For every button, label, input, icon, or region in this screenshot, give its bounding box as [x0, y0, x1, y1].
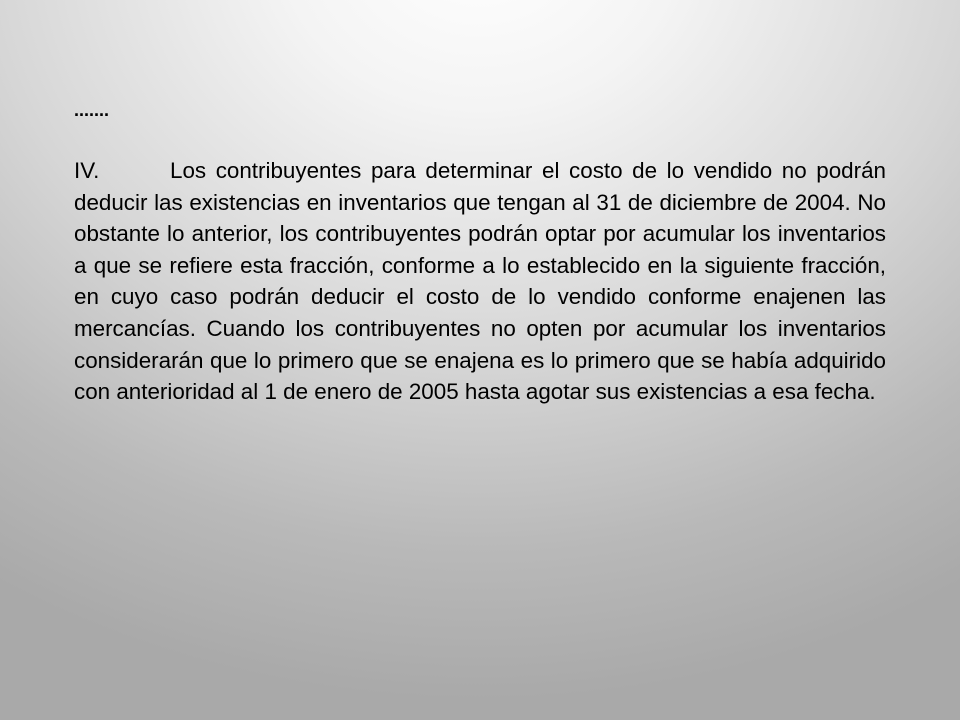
fraction-text: Los contribuyentes para determinar el costo de lo vendido no podrán deducir las existencias en inventarios que tengan al 31 de diciembre de 2004. No obstante lo anterior, los contribuyentes podrán optar por acumular los inventarios a que se refiere esta fracción, conforme a lo establecido en la siguiente fracción, en cuyo caso podrán deducir el costo de lo vendido conforme enajenen las mercancías. Cuando los contribuyentes no opten por acumular los inventarios considerarán que lo primero que se enajena es lo primero que se había adquirido con anterioridad al 1 de enero de 2005 hasta agotar sus existencias a esa fecha. [74, 158, 886, 405]
fraction-numeral: IV. [74, 158, 100, 183]
fraction-paragraph [74, 155, 886, 408]
omission-ellipsis: ....... [74, 100, 110, 120]
